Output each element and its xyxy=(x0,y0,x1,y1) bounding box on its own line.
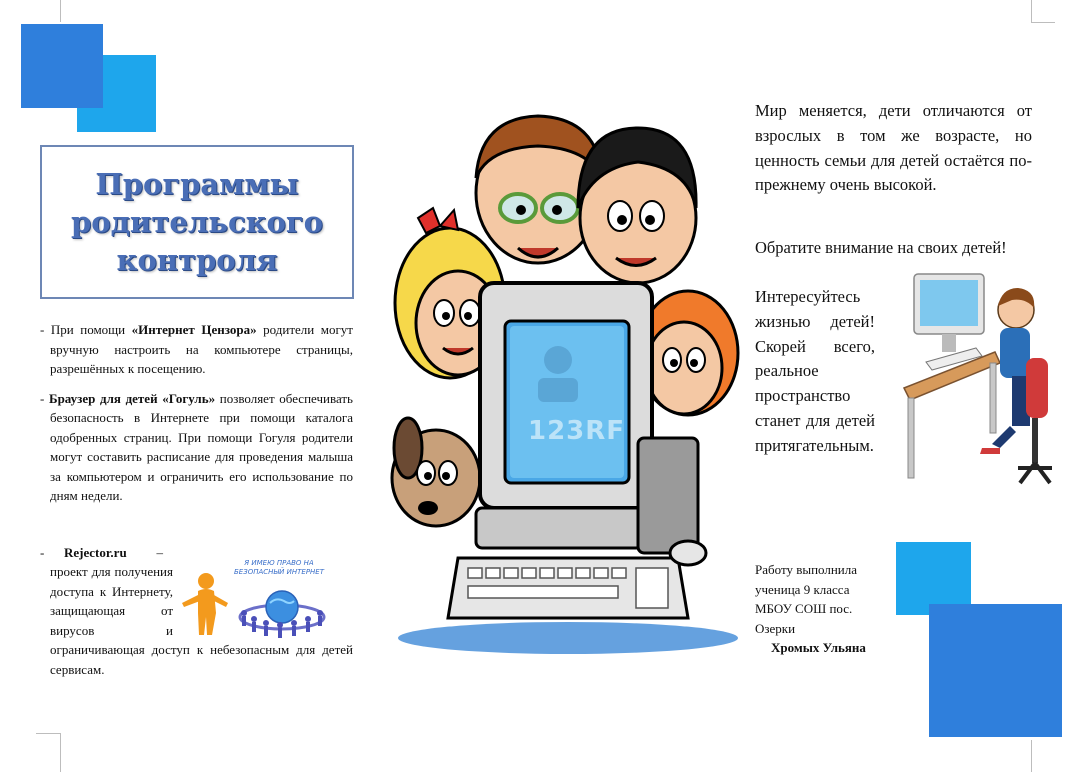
crop-mark-top-right-h xyxy=(1031,22,1055,23)
crop-mark-bottom-right xyxy=(1031,740,1032,772)
credits-block xyxy=(755,560,895,658)
crop-mark-bottom-left-v xyxy=(60,733,61,772)
credit-line-1: Работу выполнила xyxy=(755,562,858,577)
credit-line-3: МБОУ СОШ пос. xyxy=(755,601,853,616)
gogul-name: Браузер для детей «Гогуль» xyxy=(48,390,216,406)
boy-computer-image xyxy=(900,268,1052,490)
author-name: Хромых Ульяна xyxy=(771,640,866,655)
title-line-1: Программы xyxy=(95,167,299,201)
children-at-computer-image xyxy=(388,98,750,660)
boy-at-desk-illustration xyxy=(900,268,1052,490)
crop-mark-bottom-left-h xyxy=(36,733,60,734)
right-paragraph-2a: Обратите внимание на своих детей! xyxy=(755,238,1007,257)
children-computer-illustration xyxy=(388,98,750,660)
item-gogul: - Браузер для детей «Гогуль» позволяет обеспечивать безопасность в Интернете при помощи каталога одобренных страниц. При помощи Гогуля родители могут составить расписание для проведения малыша за компьютером и ограничить его использование по дням недели. xyxy=(40,390,353,503)
left-column xyxy=(40,320,353,506)
crop-mark-top-right-v xyxy=(1031,0,1032,22)
safe-internet-caption: Я ИМЕЮ ПРАВО НА БЕЗОПАСНЫЙ ИНТЕРНЕТ xyxy=(234,559,324,576)
crop-mark-top-left xyxy=(60,0,61,22)
rejector-narrow-text: – xyxy=(156,545,163,560)
rejector-body: проект для получения доступа к Интернету, защищающая от вирусов и ограничивающая доступ к небезопасным для детей сервисам. xyxy=(50,564,353,677)
item-rejector: - Rejector.ru xyxy=(40,543,353,563)
title-line-3: контроля xyxy=(116,243,278,277)
credit-line-4: Озерки xyxy=(755,620,796,636)
internet-censor-name: «Интернет Цензора» xyxy=(131,322,257,337)
title-box xyxy=(40,145,354,299)
item-internet-censor: - При помощи «Интернет Цензора» родители могут вручную настроить на компьютере страницы, разрешённых к посещению. xyxy=(40,322,353,376)
decor-square-bottom-dark xyxy=(929,604,1062,737)
decor-square-top-dark xyxy=(21,24,103,108)
stock-watermark: 123RF xyxy=(528,416,626,446)
right-paragraph-2b: Интересуйтесь жизнью детей! Скорей всего, реальное пространство станет для детей притягательным. xyxy=(755,287,875,455)
page-title xyxy=(71,165,323,279)
title-line-2: родительского xyxy=(70,205,324,239)
safe-internet-illustration xyxy=(172,555,332,650)
rejector-name: Rejector.ru xyxy=(64,545,127,560)
credit-line-2: ученица 9 класса xyxy=(755,581,850,597)
right-paragraph-1: Мир меняется, дети отличаются от взрослых в том же возрасте, но ценность семьи для детей остаётся по-прежнему очень высокой. xyxy=(755,101,1032,195)
